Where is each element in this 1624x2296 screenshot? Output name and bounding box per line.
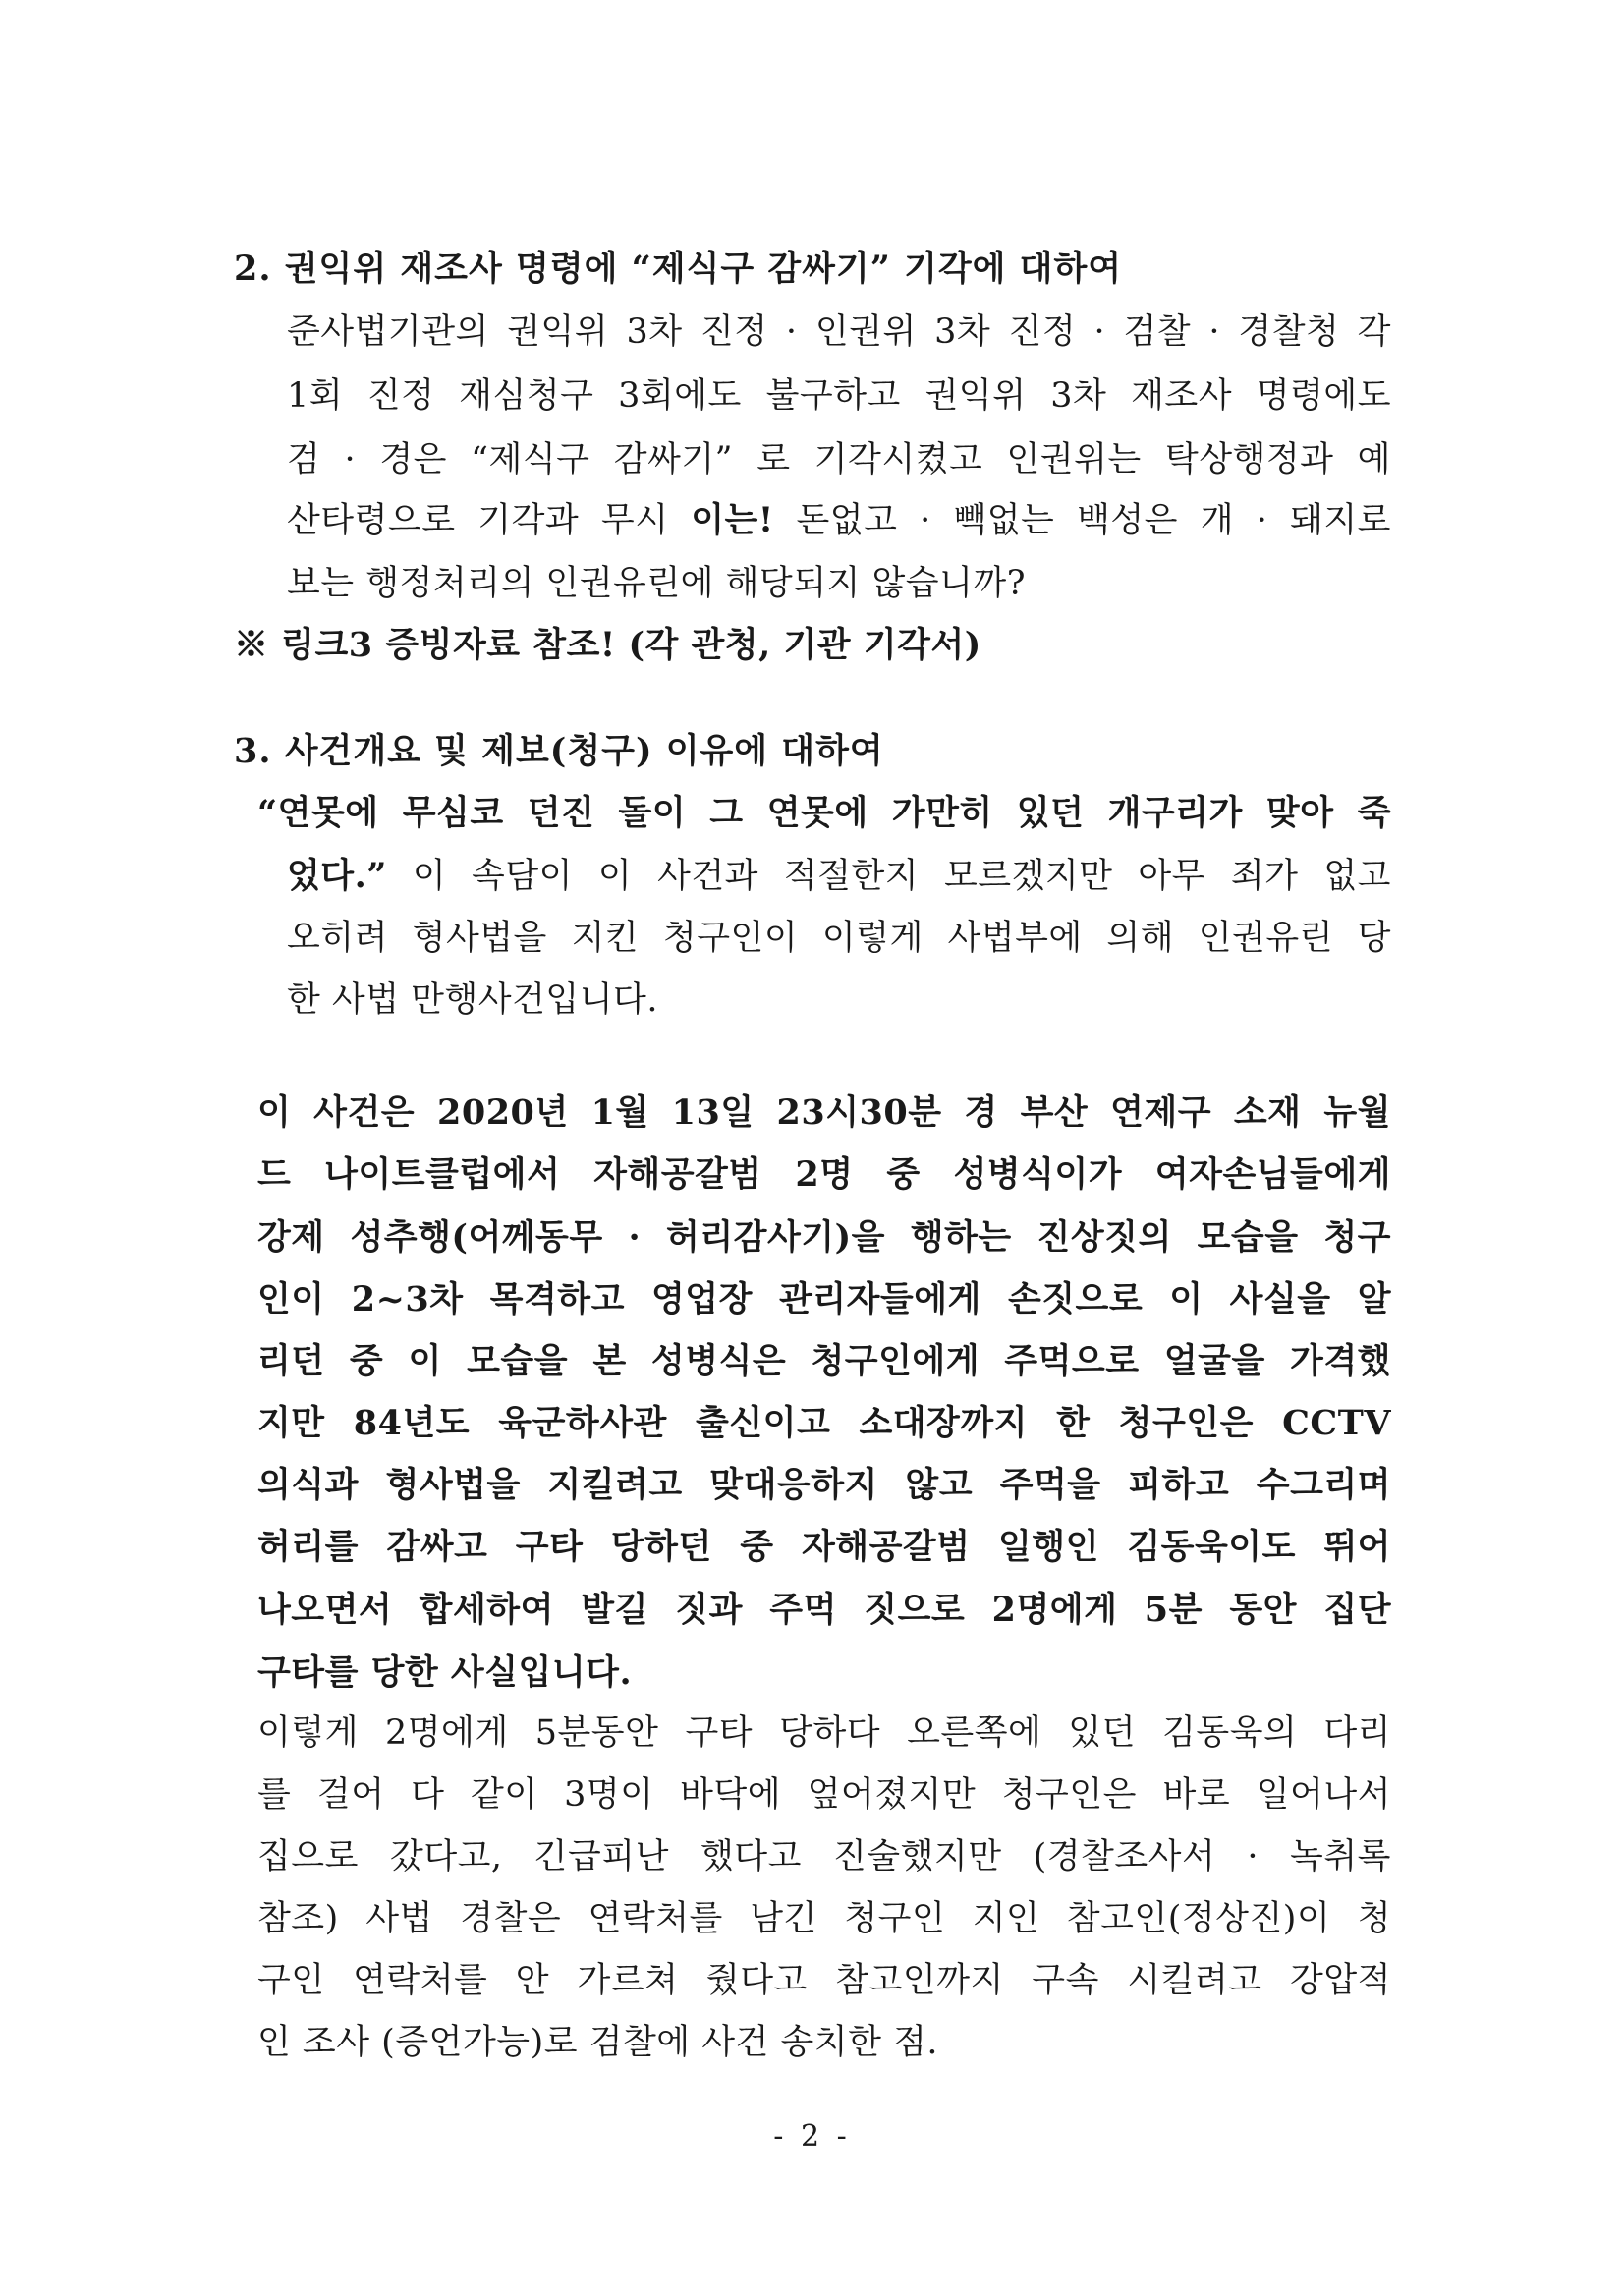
section-2-line-5: 보는 행정처리의 인권유린에 해당되지 않습니까? [287,564,1026,603]
account-line-2: 를 걸어 다 같이 3명이 바닥에 엎어졌지만 청구인은 바로 일어나서 [257,1775,1391,1815]
incident-line-4: 인이 2~3차 목격하고 영업장 관리자들에게 손짓으로 이 사실을 알 [257,1279,1391,1319]
incident-line-3: 강제 성추행(어께동무 · 허리감사기)을 행하는 진상짓의 모습을 청구 [257,1217,1391,1258]
incident-line-6: 지만 84년도 육군하사관 출신이고 소대장까지 한 청구인은 CCTV [257,1403,1391,1443]
proverb-line-2-rest: 이 속담이 이 사건과 적절한지 모르겠지만 아무 죄가 없고 [386,857,1391,896]
account-line-6: 인 조사 (증언가능)로 검찰에 사건 송치한 점. [257,2023,938,2062]
incident-line-9: 나오면서 합세하여 발길 짓과 주먹 짓으로 2명에게 5분 동안 집단 [257,1590,1391,1630]
incident-line-5: 리던 중 이 모습을 본 성병식은 청구인에게 주먹으로 얼굴을 가격했 [257,1341,1391,1381]
incident-line-7: 의식과 형사법을 지킬려고 맞대응하지 않고 주먹을 피하고 수그리며 [257,1465,1391,1505]
section-3-heading: 3. 사건개요 및 제보(청구) 이유에 대하여 [234,731,884,771]
proverb-line-4: 한 사법 만행사건입니다. [287,980,658,1020]
proverb-line-1: “연못에 무심코 던진 돌이 그 연못에 가만히 있던 개구리가 맞아 죽 [257,793,1391,833]
account-line-5: 구인 연락처를 안 가르쳐 줬다고 참고인까지 구속 시킬려고 강압적 [257,1961,1391,2000]
account-line-1: 이렇게 2명에게 5분동안 구타 당하다 오른쪽에 있던 김동욱의 다리 [257,1713,1391,1753]
proverb-line-2 [287,857,1391,896]
proverb-line-2-emphasis: 었다.” [287,856,387,896]
section-2-line-3: 검 · 경은 “제식구 감싸기” 로 기각시켰고 인권위는 탁상행정과 예 [287,440,1391,479]
section-2-line-2: 1회 진정 재심청구 3회에도 불구하고 권익위 3차 재조사 명령에도 [287,376,1391,416]
incident-line-1: 이 사건은 2020년 1월 13일 23시30분 경 부산 연제구 소재 뉴월 [257,1092,1391,1133]
section-2-line-4-pre: 산타령으로 기각과 무시 [287,501,692,540]
incident-line-2: 드 나이트클럽에서 자해공갈범 2명 중 성병식이가 여자손님들에게 [257,1154,1391,1195]
account-line-4: 참조) 사법 경찰은 연락처를 남긴 청구인 지인 참고인(정상진)이 청 [257,1899,1391,1938]
page-number: - 2 - [773,2119,851,2154]
section-2-line-4 [287,501,1391,540]
incident-line-10: 구타를 당한 사실입니다. [257,1652,633,1693]
account-line-3: 집으로 갔다고, 긴급피난 했다고 진술했지만 (경찰조사서 · 녹취록 [257,1837,1391,1876]
section-2-line-4-emphasis: 이는! [691,500,774,540]
section-2-line-1: 준사법기관의 권익위 3차 진정 · 인권위 3차 진정 · 검찰 · 경찰청 각 [287,312,1391,352]
section-2-line-4-post: 돈없고 · 빽없는 백성은 개 · 돼지로 [773,501,1391,540]
incident-line-8: 허리를 감싸고 구타 당하던 중 자해공갈범 일행인 김동욱이도 뛰어 [257,1527,1391,1567]
section-2-reference-note: ※ 링크3 증빙자료 참조! (각 관청, 기관 기각서) [234,625,981,665]
proverb-line-3: 오히려 형사법을 지킨 청구인이 이렇게 사법부에 의해 인권유린 당 [287,919,1391,958]
section-2-heading: 2. 권익위 재조사 명령에 “제식구 감싸기” 기각에 대하여 [234,249,1123,289]
